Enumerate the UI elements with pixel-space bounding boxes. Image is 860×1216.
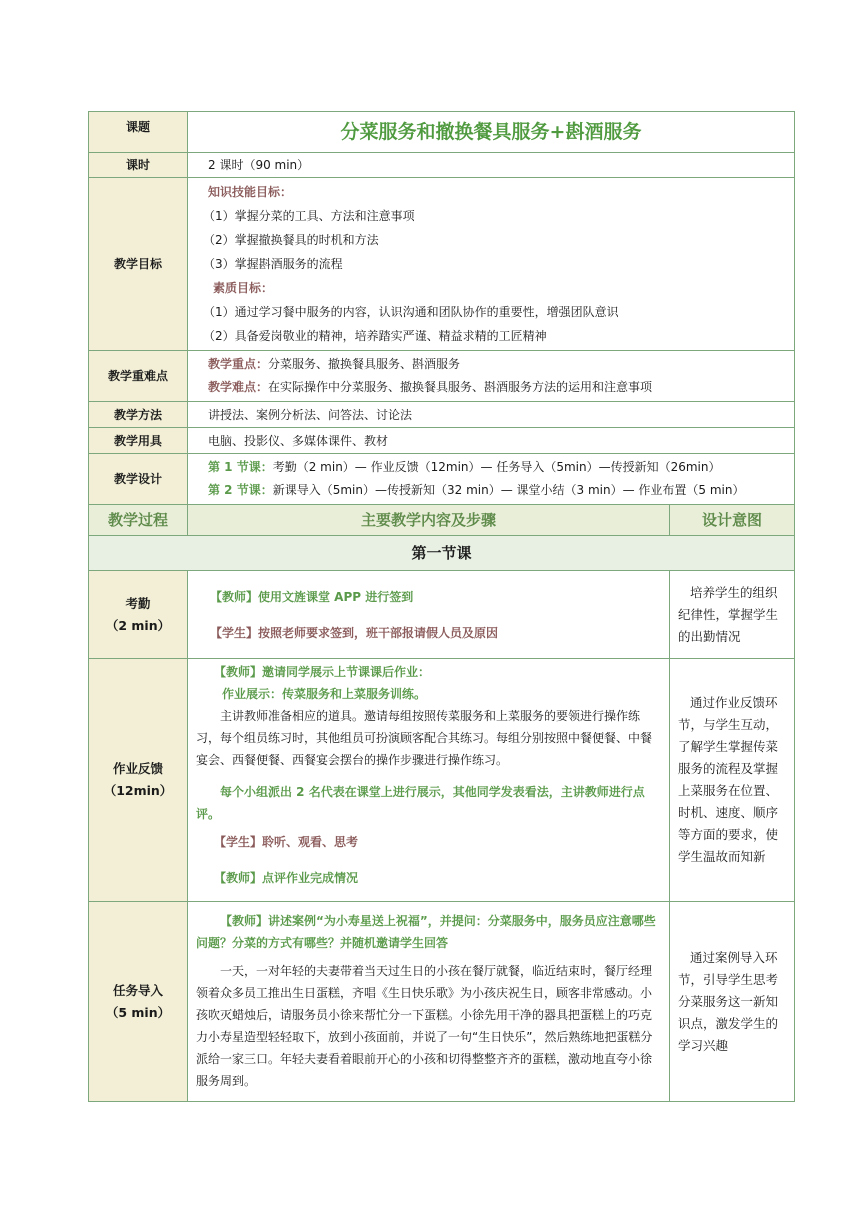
hours-label: 课时 [89, 153, 188, 178]
step-homework [89, 659, 795, 902]
hours-row [89, 153, 795, 178]
design-label: 教学设计 [89, 454, 188, 505]
knowledge-item: （1）掌握分菜的工具、方法和注意事项 [203, 209, 415, 223]
lesson-plan-table [88, 111, 795, 1102]
step-name: 任务导入 [112, 982, 163, 998]
column-header-row [89, 505, 795, 536]
topic-title: 分菜服务和撤换餐具服务+斟酒服务 [188, 112, 795, 153]
key-value: 分菜服务、撤换餐具服务、斟酒服务 [268, 357, 461, 371]
step-content [188, 571, 670, 659]
student-line: 【学生】按照老师要求签到，班干部报请假人员及原因 [210, 625, 499, 640]
methods-value: 讲授法、案例分析法、问答法、讨论法 [188, 402, 795, 428]
keypoints-content [188, 351, 795, 402]
methods-row [89, 402, 795, 428]
methods-label: 教学方法 [89, 402, 188, 428]
teacher-line-2: 【教师】点评作业完成情况 [214, 871, 359, 885]
tools-row [89, 428, 795, 454]
knowledge-item: （3）掌握斟酒服务的流程 [203, 257, 343, 271]
step-attendance [89, 571, 795, 659]
lesson1-title: 第 1 节课： [208, 460, 273, 474]
col-intent: 设计意图 [670, 505, 795, 536]
step-name: 作业反馈 [112, 761, 163, 776]
lesson2-title: 第 2 节课： [208, 483, 273, 497]
topic-row [89, 112, 795, 153]
knowledge-item: （2）掌握撤换餐具的时机和方法 [203, 233, 379, 247]
homework-title: 作业展示：传菜服务和上菜服务训练。 [222, 687, 427, 701]
quality-item: （2）具备爱岗敬业的精神，培养踏实严谨、精益求精的工匠精神 [203, 329, 547, 343]
objectives-content [188, 178, 795, 351]
step-label [89, 659, 188, 902]
tools-label: 教学用具 [89, 428, 188, 454]
col-content: 主要教学内容及步骤 [188, 505, 670, 536]
hard-title: 教学难点： [208, 380, 269, 394]
step-label [89, 902, 188, 1102]
homework-paragraph: 主讲教师准备相应的道具。邀请每组按照传菜服务和上菜服务的要领进行操作练习，每个组员练习时，其他组员可扮演顾客配合其练习。每组分别按照中餐便餐、中餐宴会、西餐便餐、西餐宴会摆台的操作步骤进行操作练习。 [196, 709, 653, 767]
step-time: （12min） [103, 783, 173, 798]
lesson2-value: 新课导入（5min）—传授新知（32 min）— 课堂小结（3 min）— 作业布置（5 min） [272, 483, 745, 497]
hours-value: 2 课时（90 min） [188, 153, 795, 178]
homework-paragraph-2: 每个小组派出 2 名代表在课堂上进行展示，其他同学发表看法，主讲教师进行点评。 [196, 785, 645, 821]
key-title: 教学重点： [208, 357, 269, 371]
step-name: 考勤 [125, 595, 151, 611]
step-intent [670, 902, 795, 1102]
design-content [188, 454, 795, 505]
tools-value: 电脑、投影仪、多媒体课件、教材 [188, 428, 795, 454]
hard-value: 在实际操作中分菜服务、撤换餐具服务、斟酒服务方法的运用和注意事项 [268, 380, 653, 394]
intent-text: 通过案例导入环节，引导学生思考分菜服务这一新知识点，激发学生的学习兴趣 [678, 949, 779, 1053]
case-paragraph: 一天，一对年轻的夫妻带着当天过生日的小孩在餐厅就餐，临近结束时，餐厅经理领着众多员工推出生日蛋糕，齐唱《生日快乐歌》为小孩庆祝生日，顾客非常感动。小孩吹灭蜡烛后，请服务员小徐来帮忙分一下蛋糕。小徐先用干净的器具把蛋糕上的巧克力小寿星造型轻轻取下，放到小孩面前，并说了一句“生日快乐”，然后熟练地把蛋糕分派给一家三口。年轻夫妻看着眼前开心的小孩和切得整整齐齐的蛋糕，激动地直夸小徐服务周到。 [196, 964, 653, 1088]
lesson1-value: 考勤（2 min）— 作业反馈（12min）— 任务导入（5min）—传授新知（26min） [272, 460, 721, 474]
step-content [188, 659, 670, 902]
quality-item: （1）通过学习餐中服务的内容，认识沟通和团队协作的重要性，增强团队意识 [203, 305, 619, 319]
section-row [89, 536, 795, 571]
keypoints-label: 教学重难点 [89, 351, 188, 402]
step-time: （5 min） [105, 1004, 171, 1020]
step-time: （2 min） [105, 617, 171, 633]
teacher-line: 【教师】使用文旌课堂 APP 进行签到 [210, 589, 414, 604]
objectives-label: 教学目标 [89, 178, 188, 351]
step-intent [670, 571, 795, 659]
col-process: 教学过程 [89, 505, 188, 536]
teacher-line: 【教师】邀请同学展示上节课课后作业： [214, 665, 431, 679]
intent-text: 通过作业反馈环节，与学生互动，了解学生掌握传菜服务的流程及掌握上菜服务在位置、时机、速度、顺序等方面的要求，使学生温故而知新 [678, 695, 779, 864]
student-line: 【学生】聆听、观看、思考 [214, 835, 359, 849]
design-row [89, 454, 795, 505]
step-label [89, 571, 188, 659]
step-intro [89, 902, 795, 1102]
step-intent [670, 659, 795, 902]
quality-title: 素质目标： [213, 281, 274, 295]
step-content [188, 902, 670, 1102]
section-title: 第一节课 [89, 536, 795, 571]
keypoints-row [89, 351, 795, 402]
intent-text: 培养学生的组织纪律性，掌握学生的出勤情况 [678, 584, 779, 644]
knowledge-title: 知识技能目标： [208, 185, 293, 199]
topic-label: 课题 [89, 112, 188, 153]
objectives-row [89, 178, 795, 351]
teacher-line: 【教师】讲述案例“为小寿星送上祝福”，并提问：分菜服务中，服务员应注意哪些问题？分菜的方式有哪些？并随机邀请学生回答 [196, 914, 656, 950]
